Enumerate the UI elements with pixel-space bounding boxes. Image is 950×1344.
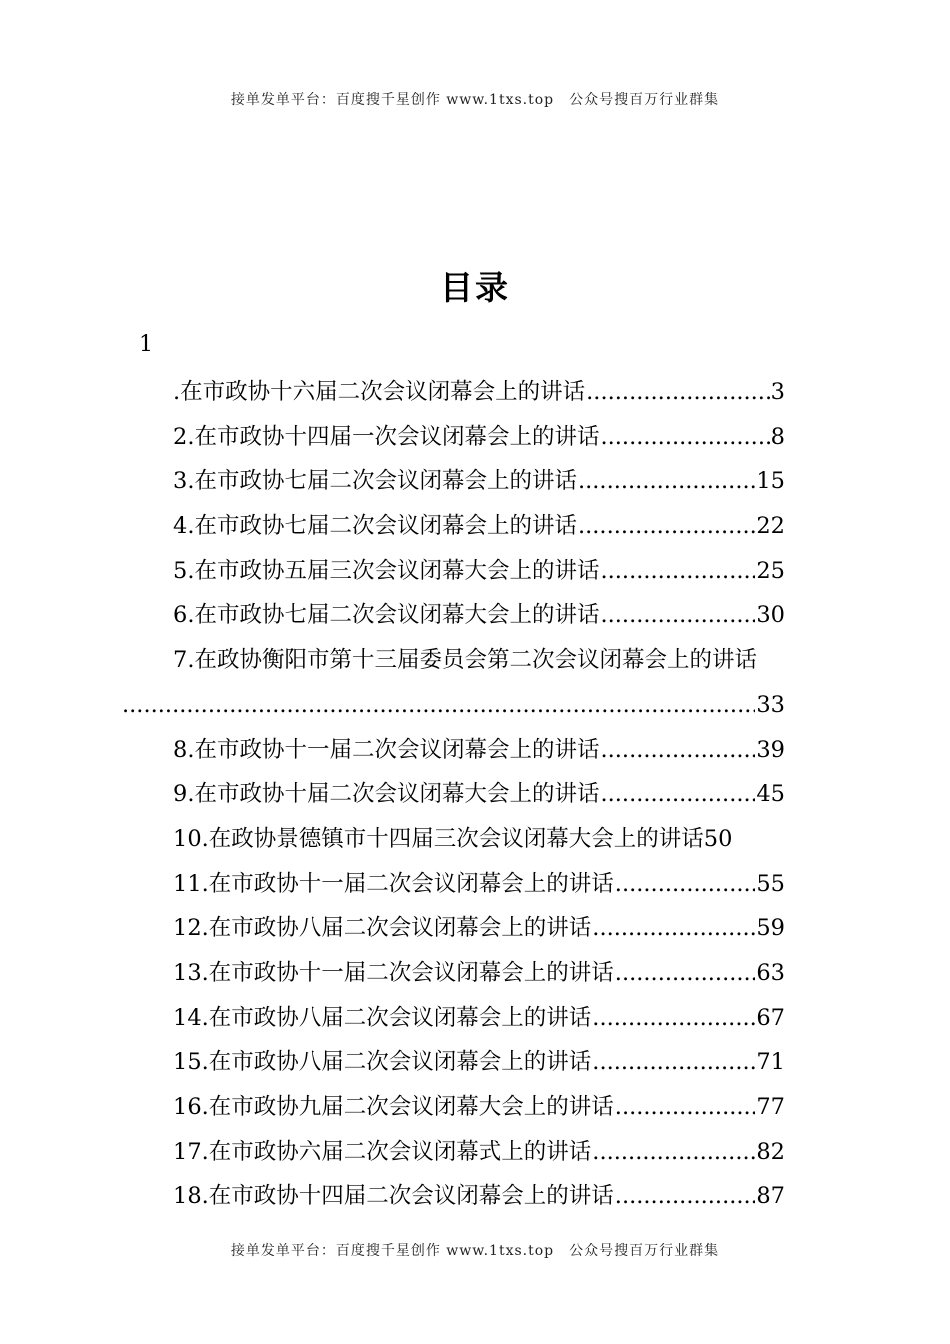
toc-leader-dots — [600, 593, 755, 638]
page-footer: 接单发单平台：百度搜千星创作 www.1txs.top 公众号搜百万行业群集 — [230, 1243, 720, 1259]
toc-entry[interactable] — [0, 817, 950, 862]
toc-entry-page: 55 — [756, 870, 785, 897]
toc-entry-page: 77 — [756, 1094, 785, 1120]
toc-entry[interactable] — [0, 1174, 950, 1219]
toc-entry-title: 18.在市政协十四届二次会议闭幕会上的讲话 — [173, 1183, 614, 1210]
toc-leader-dots — [592, 1040, 755, 1085]
toc-entry-title: 10.在政协景德镇市十四届三次会议闭幕大会上的讲话 — [173, 825, 704, 852]
toc-entry-title: 14.在市政协八届二次会议闭幕会上的讲话 — [173, 1004, 592, 1031]
toc-entry[interactable] — [0, 862, 950, 907]
toc-entry-title: 13.在市政协十一届二次会议闭幕会上的讲话 — [173, 959, 614, 986]
page-header: 接单发单平台：百度搜千星创作 www.1txs.top 公众号搜百万行业群集 — [230, 92, 720, 108]
toc-leader-dots — [600, 772, 755, 817]
toc-entry[interactable] — [0, 1130, 950, 1175]
toc-entry-title: 6.在市政协七届二次会议闭幕大会上的讲话 — [173, 602, 600, 629]
toc-entry-title: .在市政协十六届二次会议闭幕会上的讲话 — [173, 379, 586, 405]
toc-leader-dots — [122, 683, 755, 728]
toc-leader-dots — [615, 862, 756, 907]
toc-entry-title: 17.在市政协六届二次会议闭幕式上的讲话 — [173, 1138, 592, 1165]
toc-entry[interactable] — [0, 415, 950, 460]
toc-entry-page: 82 — [756, 1138, 785, 1165]
toc-entry-page: 30 — [756, 602, 785, 629]
toc-entry[interactable] — [0, 593, 950, 638]
toc-entry[interactable] — [0, 772, 950, 817]
toc-entry-page: 50 — [703, 825, 733, 852]
toc-leader-dots — [592, 1130, 755, 1175]
toc-entry-page: 3 — [770, 379, 785, 405]
toc-entry-title: 2.在市政协十四届一次会议闭幕会上的讲话 — [173, 423, 600, 450]
toc-entry[interactable] — [0, 504, 950, 549]
toc-entry-title: 4.在市政协七届二次会议闭幕会上的讲话 — [173, 513, 577, 540]
toc-entry-title: 9.在市政协十届二次会议闭幕大会上的讲话 — [173, 781, 600, 808]
toc-entry[interactable] — [0, 370, 950, 415]
toc-leader-dots — [578, 459, 755, 504]
toc-entry[interactable] — [0, 459, 950, 504]
toc-entry-title: 5.在市政协五届三次会议闭幕大会上的讲话 — [173, 557, 600, 584]
toc-entry-page: 67 — [756, 1004, 785, 1031]
toc-entry[interactable] — [0, 1040, 950, 1085]
toc-entry-page: 39 — [756, 736, 785, 763]
toc-entry-page: 33 — [756, 691, 785, 718]
toc-entry-page: 15 — [756, 468, 785, 495]
toc-entry-page: 8 — [770, 423, 785, 450]
toc-leader-dots — [600, 549, 755, 594]
toc-entry[interactable] — [0, 951, 950, 996]
toc-entry[interactable] — [0, 728, 950, 773]
toc-entry-title: 16.在市政协九届二次会议闭幕大会上的讲话 — [173, 1094, 614, 1120]
toc-leader-dots — [615, 1085, 756, 1130]
toc-leader-dots — [615, 1174, 756, 1219]
table-of-contents — [0, 370, 950, 1219]
toc-entry-continuation[interactable] — [0, 683, 950, 728]
toc-entry[interactable] — [0, 906, 950, 951]
toc-leader-dots — [592, 996, 755, 1041]
toc-entry-title: 8.在市政协十一届二次会议闭幕会上的讲话 — [173, 736, 600, 763]
toc-entry-page: 59 — [756, 915, 785, 942]
toc-entry-page: 45 — [756, 781, 785, 808]
toc-leader-dots — [578, 504, 755, 549]
toc-leader-dots — [600, 728, 755, 773]
toc-entry-page: 22 — [756, 513, 785, 540]
toc-entry-title: 11.在市政协十一届二次会议闭幕会上的讲话 — [173, 870, 614, 897]
toc-leader-dots — [615, 951, 756, 996]
toc-entry-page: 71 — [756, 1049, 785, 1076]
toc-entry-page: 25 — [756, 557, 785, 584]
toc-leader-dots — [600, 415, 769, 460]
toc-entry-page: 63 — [756, 959, 785, 986]
toc-entry-title: 15.在市政协八届二次会议闭幕会上的讲话 — [173, 1049, 592, 1076]
toc-entry[interactable] — [0, 1085, 950, 1130]
toc-entry-title: 7.在政协衡阳市第十三届委员会第二次会议闭幕会上的讲话 — [173, 647, 757, 674]
toc-entry[interactable] — [0, 549, 950, 594]
page-title: 目录 — [440, 268, 510, 307]
toc-leader-dots — [592, 906, 755, 951]
toc-entry[interactable] — [0, 638, 950, 683]
toc-leader-dots — [586, 370, 770, 415]
toc-entry-title: 3.在市政协七届二次会议闭幕会上的讲话 — [173, 468, 577, 495]
toc-entry[interactable] — [0, 996, 950, 1041]
toc-entry-page: 87 — [756, 1183, 785, 1210]
toc-entry-title: 12.在市政协八届二次会议闭幕会上的讲话 — [173, 915, 592, 942]
stray-number: 1 — [139, 332, 153, 357]
